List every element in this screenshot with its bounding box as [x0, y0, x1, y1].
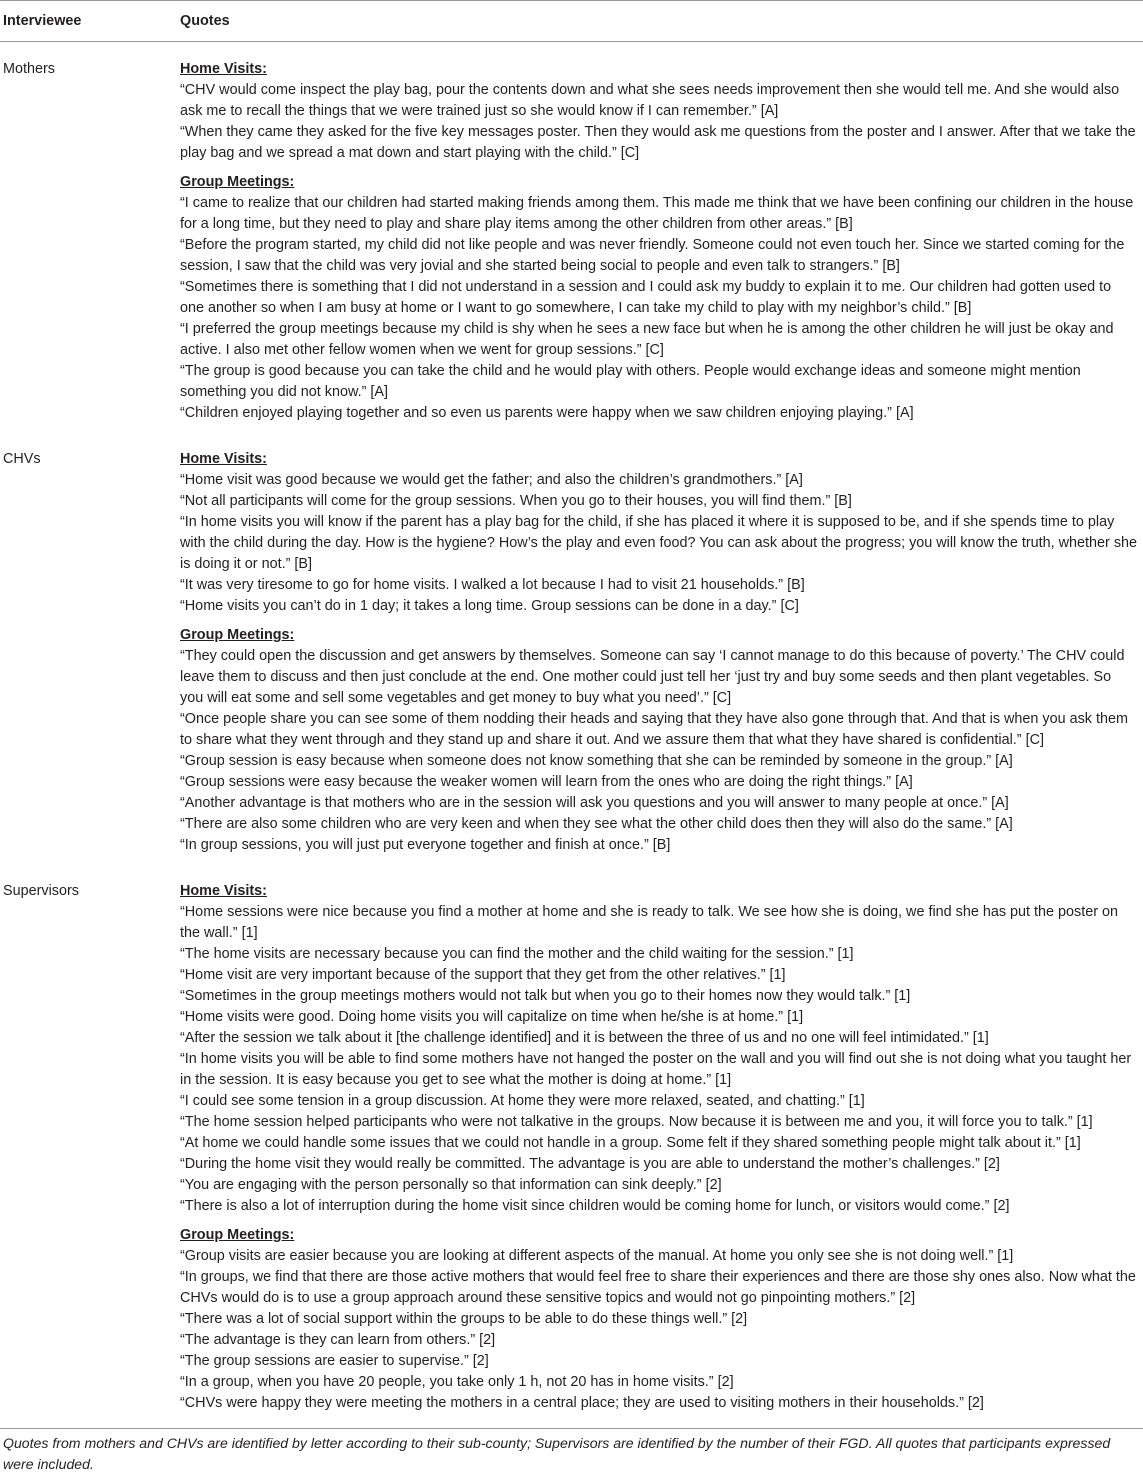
quote-text: “Group visits are easier because you are looking at different aspects of the manual. At home you only see she is not doing well.” [1] — [180, 1248, 1014, 1264]
quote-text: “Once people share you can see some of them nodding their heads and saying that they have also gone through that. And that is when you ask them to share what they went through and they stand up and share it out. And we assure them that what they have shared is confidential.” [C] — [180, 711, 1128, 748]
quote-text: “During the home visit they would really be committed. The advantage is you are able to understand the mother’s challenges.” [2] — [180, 1156, 1000, 1172]
quote-text: “The home session helped participants who were not talkative in the groups. Now because it is between me and you, it will force you to talk.” [1] — [180, 1114, 1093, 1130]
quote-text: “Home visits you can’t do in 1 day; it takes a long time. Group sessions can be done in a day.” [C] — [180, 598, 799, 614]
quote-section — [180, 881, 1138, 1217]
quotes-cell — [180, 59, 1140, 432]
quote-text: “Group session is easy because when someone does not know something that she can be reminded by someone in the group.” [A] — [180, 753, 1013, 769]
section-title: Home Visits: — [180, 883, 267, 899]
quote-text: “When they came they asked for the five key messages poster. Then they would ask me questions from the poster and I answer. After that we take the play bag and we spread a mat down and start playing with the child.” [C] — [180, 124, 1136, 161]
header-quotes: Quotes — [180, 12, 230, 29]
quote-section — [180, 1225, 1138, 1414]
quote-text: “Home visit was good because we would get the father; and also the children’s grandmothers.” [A] — [180, 472, 803, 488]
quote-section — [180, 172, 1138, 424]
quote-text: “Not all participants will come for the group sessions. When you go to their houses, you will find them.” [B] — [180, 493, 852, 509]
section-title: Group Meetings: — [180, 627, 295, 643]
table-row — [0, 864, 1143, 1422]
quote-text: “There is also a lot of interruption during the home visit since children would be coming home for lunch, or visitors would come.” [2] — [180, 1198, 1010, 1214]
quote-text: “At home we could handle some issues that we could not handle in a group. Some felt if they shared something people might talk about it.” [1] — [180, 1135, 1081, 1151]
interviewee-cell: Mothers — [3, 61, 55, 77]
quote-text: “The advantage is they can learn from others.” [2] — [180, 1332, 496, 1348]
section-title: Home Visits: — [180, 61, 267, 77]
quote-section — [180, 625, 1138, 856]
quote-text: “The group sessions are easier to supervise.” [2] — [180, 1353, 489, 1369]
quote-section — [180, 59, 1138, 164]
quote-text: “It was very tiresome to go for home visits. I walked a lot because I had to visit 21 households.” [B] — [180, 577, 805, 593]
interviewee-cell: CHVs — [3, 451, 41, 467]
quote-text: “After the session we talk about it [the challenge identified] and it is between the three of us and no one will feel intimidated.” [1] — [180, 1030, 989, 1046]
interviewee-cell: Supervisors — [3, 883, 79, 899]
quote-text: “In home visits you will know if the parent has a play bag for the child, if she has placed it where it is supposed to be, and if she spends time to play with the child during the day. How is the hygiene? How’s the play and even food? You can ask about the progress; you will know the truth, whether she is doing it or not.” [B] — [180, 514, 1138, 572]
quote-text: “Home visits were good. Doing home visits you will capitalize on time when he/she is at home.” [1] — [180, 1009, 804, 1025]
quote-text: “Group sessions were easy because the weaker women will learn from the ones who are doing the right things.” [A] — [180, 774, 913, 790]
quote-text: “I preferred the group meetings because my child is shy when he sees a new face but when he is among the other children he will just be okay and active. I also met other fellow women when we went for group sessions.” [C] — [180, 321, 1114, 358]
quote-text: “CHV would come inspect the play bag, pour the contents down and what she sees needs improvement then she would tell me. And she would also ask me to recall the things that we were trained just so she would know if I can remember.” [A] — [180, 82, 1120, 119]
table-row — [0, 42, 1143, 432]
quote-text: “Children enjoyed playing together and so even us parents were happy when we saw children enjoying playing.” [A] — [180, 405, 914, 421]
header-interviewee: Interviewee — [3, 12, 82, 29]
quote-text: “The group is good because you can take the child and he would play with others. People would exchange ideas and someone might mention something you did not know.” [A] — [180, 363, 1081, 400]
quote-text: “CHVs were happy they were meeting the mothers in a central place; they are used to visiting mothers in their households.” [2] — [180, 1395, 984, 1411]
quote-text: “Home sessions were nice because you find a mother at home and she is ready to talk. We see how she is doing, we find she has put the poster on the wall.” [1] — [180, 904, 1119, 941]
quote-text: “I could see some tension in a group discussion. At home they were more relaxed, seated, and chatting.” [1] — [180, 1093, 865, 1109]
quote-text: “Another advantage is that mothers who are in the session will ask you questions and you will answer to many people at once.” [A] — [180, 795, 1009, 811]
quote-text: “Before the program started, my child did not like people and was never friendly. Someone could not even touch her. Since we started coming for the session, I saw that the child was very jovial and she started being social to people and even talk to strangers.” [B] — [180, 237, 1125, 274]
quote-text: “They could open the discussion and get answers by themselves. Someone can say ‘I cannot manage to do this because of poverty.’ The CHV could leave them to discuss and then just conclude at the end. One mother could just tell her ‘just try and buy some seeds and then plant vegetables. So you will eat some and sell some vegetables and get money to buy what you need’.” [C] — [180, 648, 1125, 706]
quote-text: “In group sessions, you will just put everyone together and finish at once.” [B] — [180, 837, 671, 853]
quote-text: “Sometimes in the group meetings mothers would not talk but when you go to their homes now they would talk.” [1] — [180, 988, 911, 1004]
table-row — [0, 432, 1143, 864]
section-title: Group Meetings: — [180, 1227, 295, 1243]
quote-text: “Home visit are very important because of the support that they get from the other relatives.” [1] — [180, 967, 786, 983]
table-footnote: Quotes from mothers and CHVs are identified by letter according to their sub-county; Supervisors are identified by the number of their FGD. All quotes that participants expressed were included. — [0, 1428, 1143, 1475]
quote-text: “In a group, when you have 20 people, you take only 1 h, not 20 has in home visits.” [2] — [180, 1374, 734, 1390]
table-body — [0, 42, 1143, 1422]
quote-text: “Sometimes there is something that I did not understand in a session and I could ask my buddy to explain it to me. Our children had gotten used to one another so when I am busy at home or I want to go somewhere, I can take my child to play with my neighbor’s child.” [B] — [180, 279, 1112, 316]
quotes-cell — [180, 449, 1140, 864]
quote-text: “There are also some children who are very keen and when they see what the other child does then they will also do the same.” [A] — [180, 816, 1013, 832]
quote-text: “The home visits are necessary because you can find the mother and the child waiting for the session.” [1] — [180, 946, 854, 962]
quote-text: “There was a lot of social support within the groups to be able to do these things well.” [2] — [180, 1311, 748, 1327]
quote-text: “I came to realize that our children had started making friends among them. This made me think that we have been confining our children in the house for a long time, but they need to play and share play items among the other children from other areas.” [B] — [180, 195, 1134, 232]
table-header — [0, 0, 1143, 42]
quote-text: “In home visits you will be able to find some mothers have not hanged the poster on the wall and you will find out she is not doing what you taught her in the session. It is easy because you get to see what the mother is doing at home.” [1] — [180, 1051, 1132, 1088]
section-title: Group Meetings: — [180, 174, 295, 190]
quotes-cell — [180, 881, 1140, 1422]
section-title: Home Visits: — [180, 451, 267, 467]
quote-text: “In groups, we find that there are those active mothers that would feel free to share their experiences and there are those shy ones also. Now what the CHVs would do is to use a group approach around these sensitive topics and would not go pinpointing mothers.” [2] — [180, 1269, 1136, 1306]
quote-section — [180, 449, 1138, 617]
quote-text: “You are engaging with the person personally so that information can sink deeply.” [2] — [180, 1177, 722, 1193]
